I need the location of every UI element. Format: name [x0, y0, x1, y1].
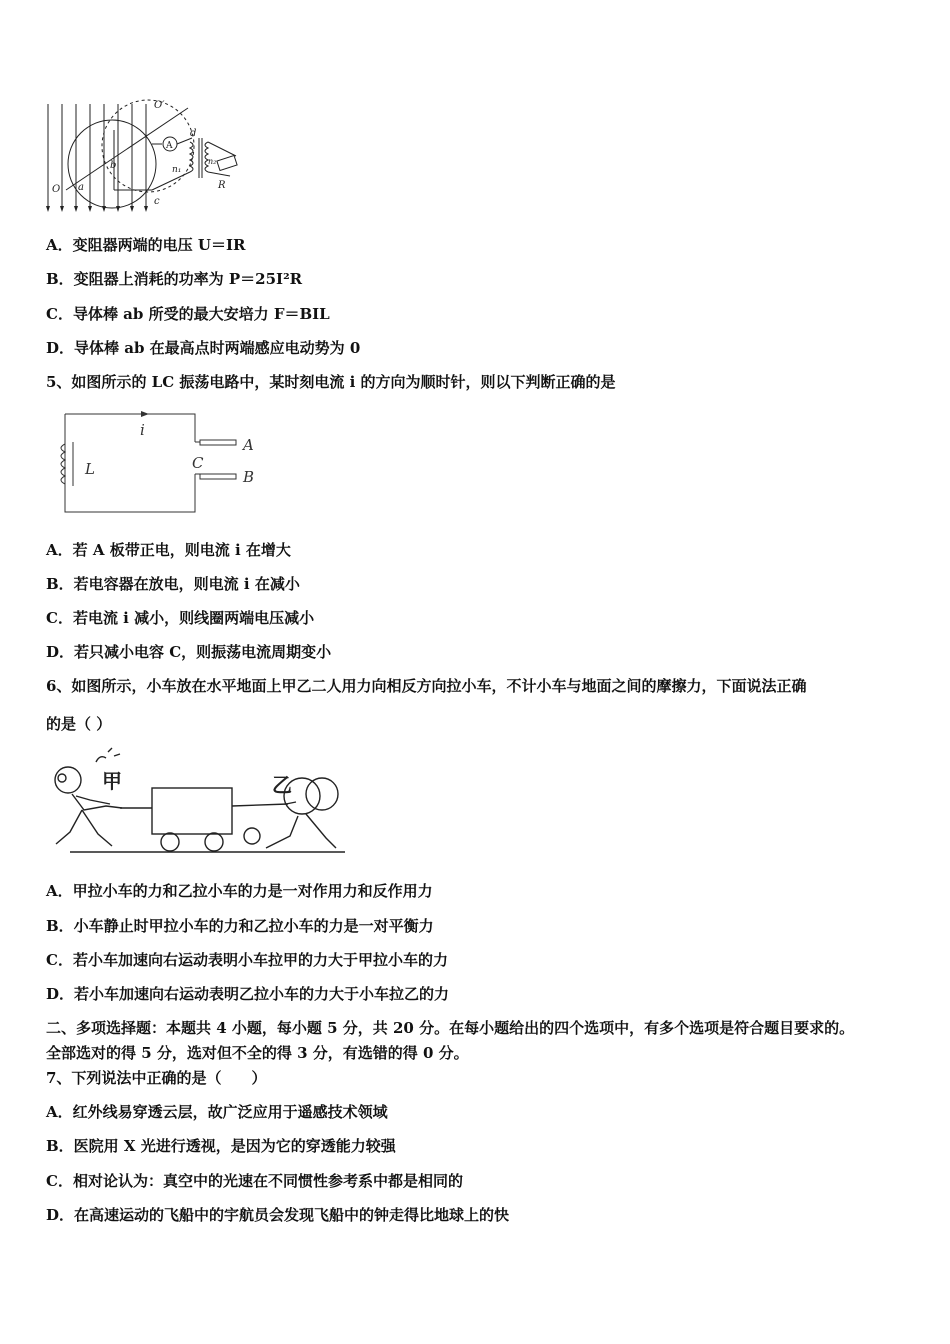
label-o: O: [52, 184, 61, 195]
q6-figure: [40, 746, 360, 862]
label-i: i: [140, 421, 145, 439]
q4-option-c: C．导体棒 ab 所受的最大安培力 F＝BIL: [46, 305, 330, 323]
q4-figure: [40, 98, 250, 218]
q6-option-c: C．若小车加速向右运动表明小车拉甲的力大于甲拉小车的力: [46, 951, 448, 969]
q6-stem-line2: 的是（ ）: [46, 715, 112, 733]
label-b: b: [110, 160, 117, 171]
label-n2: n₂: [208, 157, 217, 166]
q6-option-a: A．甲拉小车的力和乙拉小车的力是一对作用力和反作用力: [46, 882, 433, 900]
q5-stem: 5、如图所示的 LC 振荡电路中，某时刻电流 i 的方向为顺时针，则以下判断正确的是: [46, 373, 616, 391]
label-ammeter: A: [166, 141, 173, 151]
q7-option-d: D．在高速运动的飞船中的宇航员会发现飞船中的钟走得比地球上的快: [46, 1206, 510, 1224]
section2-line2: 全部选对的得 5 分，选对但不全的得 3 分，有选错的得 0 分。: [46, 1044, 469, 1062]
q6-option-b: B．小车静止时甲拉小车的力和乙拉小车的力是一对平衡力: [46, 917, 434, 935]
q7-option-c: C．相对论认为：真空中的光速在不同惯性参考系中都是相同的: [46, 1172, 463, 1190]
q5-option-a: A．若 A 板带正电，则电流 i 在增大: [46, 541, 291, 559]
label-n1: n₁: [172, 165, 182, 175]
label-a: A: [243, 436, 254, 454]
q7-option-b: B．医院用 X 光进行透视，是因为它的穿透能力较强: [46, 1137, 396, 1155]
q5-option-c: C．若电流 i 减小，则线圈两端电压减小: [46, 609, 315, 627]
q7-option-a: A．红外线易穿透云层，故广泛应用于遥感技术领域: [46, 1103, 388, 1121]
label-d: d: [190, 128, 197, 139]
label-o-prime: O′: [154, 100, 165, 111]
q4-option-d: D．导体棒 ab 在最高点时两端感应电动势为 0: [46, 339, 361, 357]
label-yi: 乙: [272, 773, 292, 797]
label-jia: 甲: [102, 769, 122, 793]
label-a: a: [78, 182, 84, 193]
q5-option-b: B．若电容器在放电，则电流 i 在减小: [46, 575, 300, 593]
q5-figure: [55, 402, 275, 524]
q4-option-a: A．变阻器两端的电压 U＝IR: [46, 236, 246, 254]
label-l: L: [85, 460, 95, 478]
section2-line1: 二、多项选择题：本题共 4 小题，每小题 5 分，共 20 分。在每小题给出的四个选项中，有多个选项是符合题目要求的。: [46, 1019, 855, 1037]
q6-stem-line1: 6、如图所示，小车放在水平地面上甲乙二人用力向相反方向拉小车，不计小车与地面之间的摩擦力，下面说法正确: [46, 677, 807, 695]
q6-option-d: D．若小车加速向右运动表明乙拉小车的力大于小车拉乙的力: [46, 985, 450, 1003]
label-r: R: [218, 180, 226, 191]
q5-option-d: D．若只减小电容 C，则振荡电流周期变小: [46, 643, 332, 661]
q7-stem: 7、下列说法中正确的是（ ）: [46, 1069, 267, 1087]
label-c: C: [192, 454, 204, 472]
label-c: c: [154, 196, 160, 207]
label-b: B: [243, 468, 255, 486]
q4-option-b: B．变阻器上消耗的功率为 P＝25I²R: [46, 270, 303, 288]
